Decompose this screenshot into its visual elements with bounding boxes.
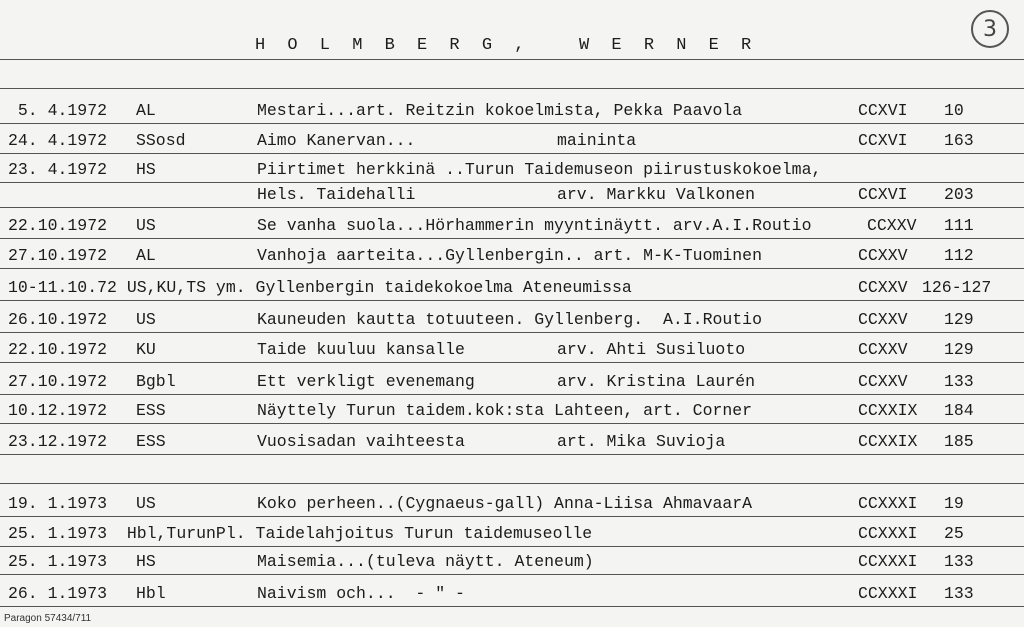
entry-text: Ett verkligt evenemang [257,372,475,391]
entry-page: 112 [944,246,974,265]
rule-line [0,153,1024,154]
entry-date: 24. 4.1972 [8,131,108,150]
entry-page: 163 [944,131,974,150]
entry-text: Piirtimet herkkinä ..Turun Taidemuseon piirustuskokoelma, [257,160,822,179]
entry-vol: CCXXXI [858,584,918,603]
entry-paper: Hbl [136,584,166,603]
entry-text: Vanhoja aarteita...Gyllenbergin.. art. M-K-Tuominen [257,246,762,265]
entry-text2: arv. Markku Valkonen [557,185,756,204]
entry-paper: AL [136,246,156,265]
entry-text: Taide kuuluu kansalle [257,340,465,359]
entry-date: 25. 1.1973 [8,552,108,571]
entry-paper: ESS [136,432,166,451]
entry-text: Koko perheen..(Cygnaeus-gall) Anna-Liisa AhmavaarA [257,494,753,513]
entry-page: 184 [944,401,974,420]
entry-page: 133 [944,552,974,571]
entry-paper: US [136,494,156,513]
entry-vol: CCXVI [858,131,908,150]
entry-page: 10 [944,101,964,120]
rule-line [0,362,1024,363]
entry-paper: ESS [136,401,166,420]
entry-paper: AL [136,101,156,120]
entry-page: 129 [944,340,974,359]
rule-line [0,300,1024,301]
entry-page: 25 [944,524,964,543]
entry-row [0,305,1024,335]
rule-line [0,606,1024,607]
entry-row [0,335,1024,365]
entry-vol: CCXXV [858,246,908,265]
entry-row [0,367,1024,397]
entry-text: Se vanha suola...Hörhammerin myyntinäytt. arv.A.I.Routio [257,216,812,235]
entry-vol: CCXXIX [858,401,918,420]
rule-line [0,454,1024,455]
entry-text: Naivism och... - " - [257,584,465,603]
entry-vol: CCXXV [858,310,908,329]
entry-row [0,396,1024,426]
page-number-circle: 3 [971,10,1009,48]
entry-text2: arv. Ahti Susiluoto [557,340,746,359]
entry-text: Maisemia...(tuleva näytt. Ateneum) [257,552,594,571]
entry-paper: HS [136,160,156,179]
entry-vol: CCXXV [858,340,908,359]
entry-row [0,126,1024,156]
entry-vol: CCXXV [858,278,908,297]
entry-paper: US [136,216,156,235]
entry-paper: HS [136,552,156,571]
entry-paper: SSosd [136,131,186,150]
entry-vol: CCXXIX [858,432,918,451]
entry-row [0,427,1024,457]
entry-row [0,547,1024,577]
rule-line [0,238,1024,239]
rule-line [0,516,1024,517]
entry-page: 203 [944,185,974,204]
entry-page: 185 [944,432,974,451]
entry-page: 133 [944,372,974,391]
entry-page: 129 [944,310,974,329]
entry-vol: CCXXV [858,372,908,391]
entry-text: Mestari...art. Reitzin kokoelmista, Pekka Paavola [257,101,743,120]
entry-date: 26. 1.1973 [8,584,108,603]
entry-paper: KU [136,340,156,359]
entry-text: Vuosisadan vaihteesta [257,432,465,451]
entry-row [0,519,1024,549]
entry-text: Näyttely Turun taidem.kok:sta Lahteen, art. Corner [257,401,753,420]
entry-row [0,180,1024,210]
rule-line [0,268,1024,269]
rule-line [0,394,1024,395]
entry-vol: CCXXXI [858,524,918,543]
entry-text2: maininta [557,131,637,150]
rule-line [0,483,1024,484]
entry-paper: US [136,310,156,329]
entry-date: 19. 1.1973 [8,494,108,513]
card-footer: Paragon 57434/711 [4,613,92,624]
rule-line [0,59,1024,60]
entry-date: 10.12.1972 [8,401,108,420]
entry-page: 126-127 [922,278,992,297]
rule-line [0,123,1024,124]
entry-date: 23. 4.1972 [8,160,108,179]
entry-row [0,489,1024,519]
entry-text: Hels. Taidehalli [257,185,416,204]
entry-date: 27.10.1972 [8,246,108,265]
entry-text: Kauneuden kautta totuuteen. Gyllenberg. A.I.Routio [257,310,762,329]
entry-date: 5. 4.1972 [8,101,108,120]
rule-line [0,332,1024,333]
entry-date: 27.10.1972 [8,372,108,391]
rule-line [0,574,1024,575]
rule-line [0,423,1024,424]
entry-vol: CCXXXI [858,552,918,571]
entry-page: 19 [944,494,964,513]
rule-line [0,207,1024,208]
card-title: H O L M B E R G , W E R N E R [255,36,758,55]
rule-line [0,88,1024,89]
entry-date: 23.12.1972 [8,432,108,451]
entry-row [0,273,1024,303]
entry-vol: CCXVI [858,185,908,204]
entry-row [0,211,1024,241]
entry-vol: CCXXV [867,216,917,235]
entry-full: 25. 1.1973 Hbl,TurunPl. Taidelahjoitus Turun taidemuseolle [8,524,593,543]
entry-text: Aimo Kanervan... [257,131,416,150]
entry-vol: CCXXXI [858,494,918,513]
entry-date: 22.10.1972 [8,340,108,359]
entry-text2: art. Mika Suvioja [557,432,726,451]
entry-page: 111 [944,216,974,235]
entry-text2: arv. Kristina Laurén [557,372,756,391]
entry-paper: Bgbl [136,372,176,391]
entry-page: 133 [944,584,974,603]
entry-row [0,96,1024,126]
entry-date: 22.10.1972 [8,216,108,235]
entry-row [0,579,1024,609]
entry-vol: CCXVI [858,101,908,120]
entry-full: 10-11.10.72 US,KU,TS ym. Gyllenbergin taidekokoelma Ateneumissa [8,278,632,297]
entry-row [0,241,1024,271]
entry-date: 26.10.1972 [8,310,108,329]
